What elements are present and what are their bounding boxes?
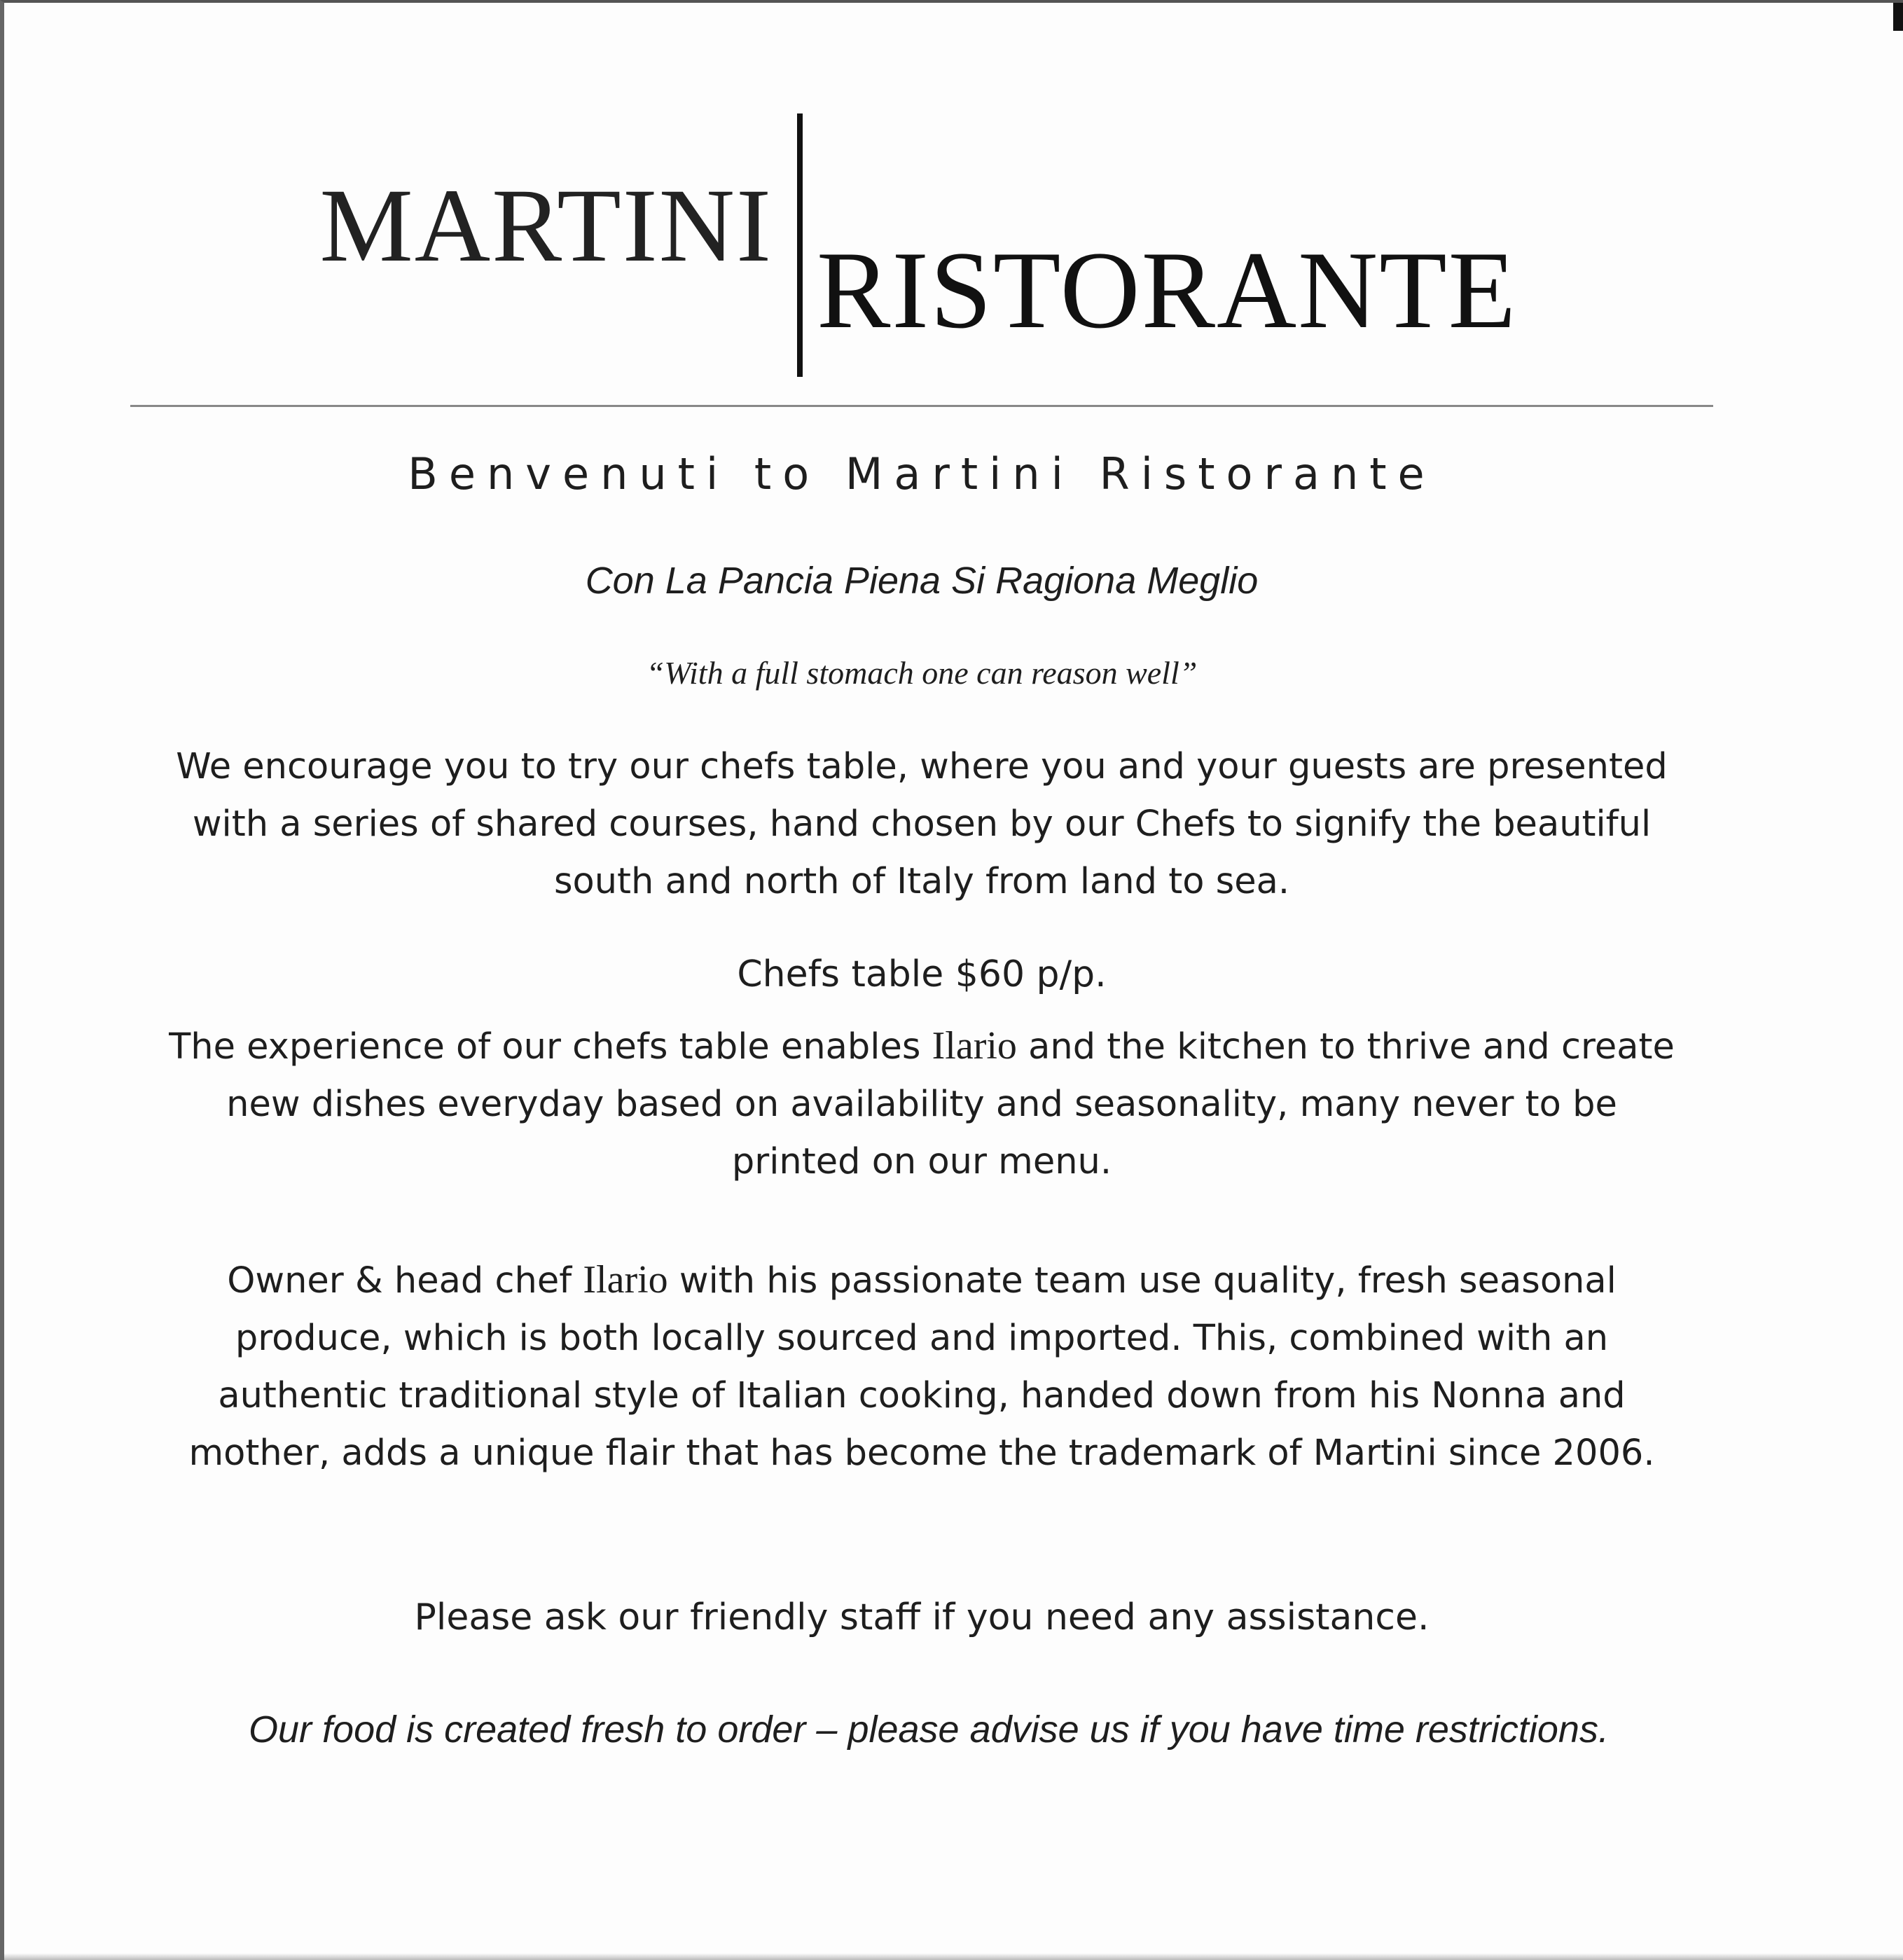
logo-word-ristorante: RISTORANTE	[817, 229, 1518, 352]
header-rule	[130, 405, 1713, 407]
logo-word-martini: MARTINI	[319, 167, 773, 284]
owner-text-after: with his passionate team use quality, fresh seasonal produce, which is both locally sourced and imported. This, combined with an authentic traditional style of Italian cooking, handed down from his Nonna and mother, adds a unique flair that has become the trademark of Martini since 2006.	[188, 1260, 1655, 1474]
owner-paragraph	[158, 1251, 1685, 1482]
time-restrictions-note: Our food is created fresh to order – please advise us if you have time restrictions.	[249, 1709, 1609, 1751]
owner-chef-name: Ilario	[583, 1258, 668, 1302]
intro-paragraph: We encourage you to try our chefs table, where you and your guests are presented with a series of shared courses, hand chosen by our Chefs to signify the beautiful south and north of Italy from land to sea.	[176, 746, 1668, 902]
restaurant-logo	[4, 3, 1903, 395]
scan-bottom-edge	[4, 1953, 1903, 1960]
chefs-table-price: Chefs table $60 p/p.	[737, 953, 1107, 995]
motto-translation: “With a full stomach one can reason well”	[646, 655, 1198, 691]
assistance-note: Please ask our friendly staff if you need any assistance.	[414, 1596, 1430, 1638]
logo-divider	[797, 113, 803, 377]
italian-motto: Con La Pancia Piena Si Ragiona Meglio	[585, 560, 1259, 602]
welcome-heading: Benvenuti to Martini Ristorante	[408, 448, 1436, 499]
experience-text-after: and the kitchen to thrive and create new dishes everyday based on availability and seasonality, many never to be printed on our menu.	[226, 1026, 1675, 1182]
experience-paragraph	[158, 1017, 1685, 1191]
owner-text-before: Owner & head chef	[227, 1260, 583, 1302]
experience-text-before: The experience of our chefs table enables	[169, 1026, 932, 1068]
chef-name: Ilario	[932, 1024, 1017, 1068]
